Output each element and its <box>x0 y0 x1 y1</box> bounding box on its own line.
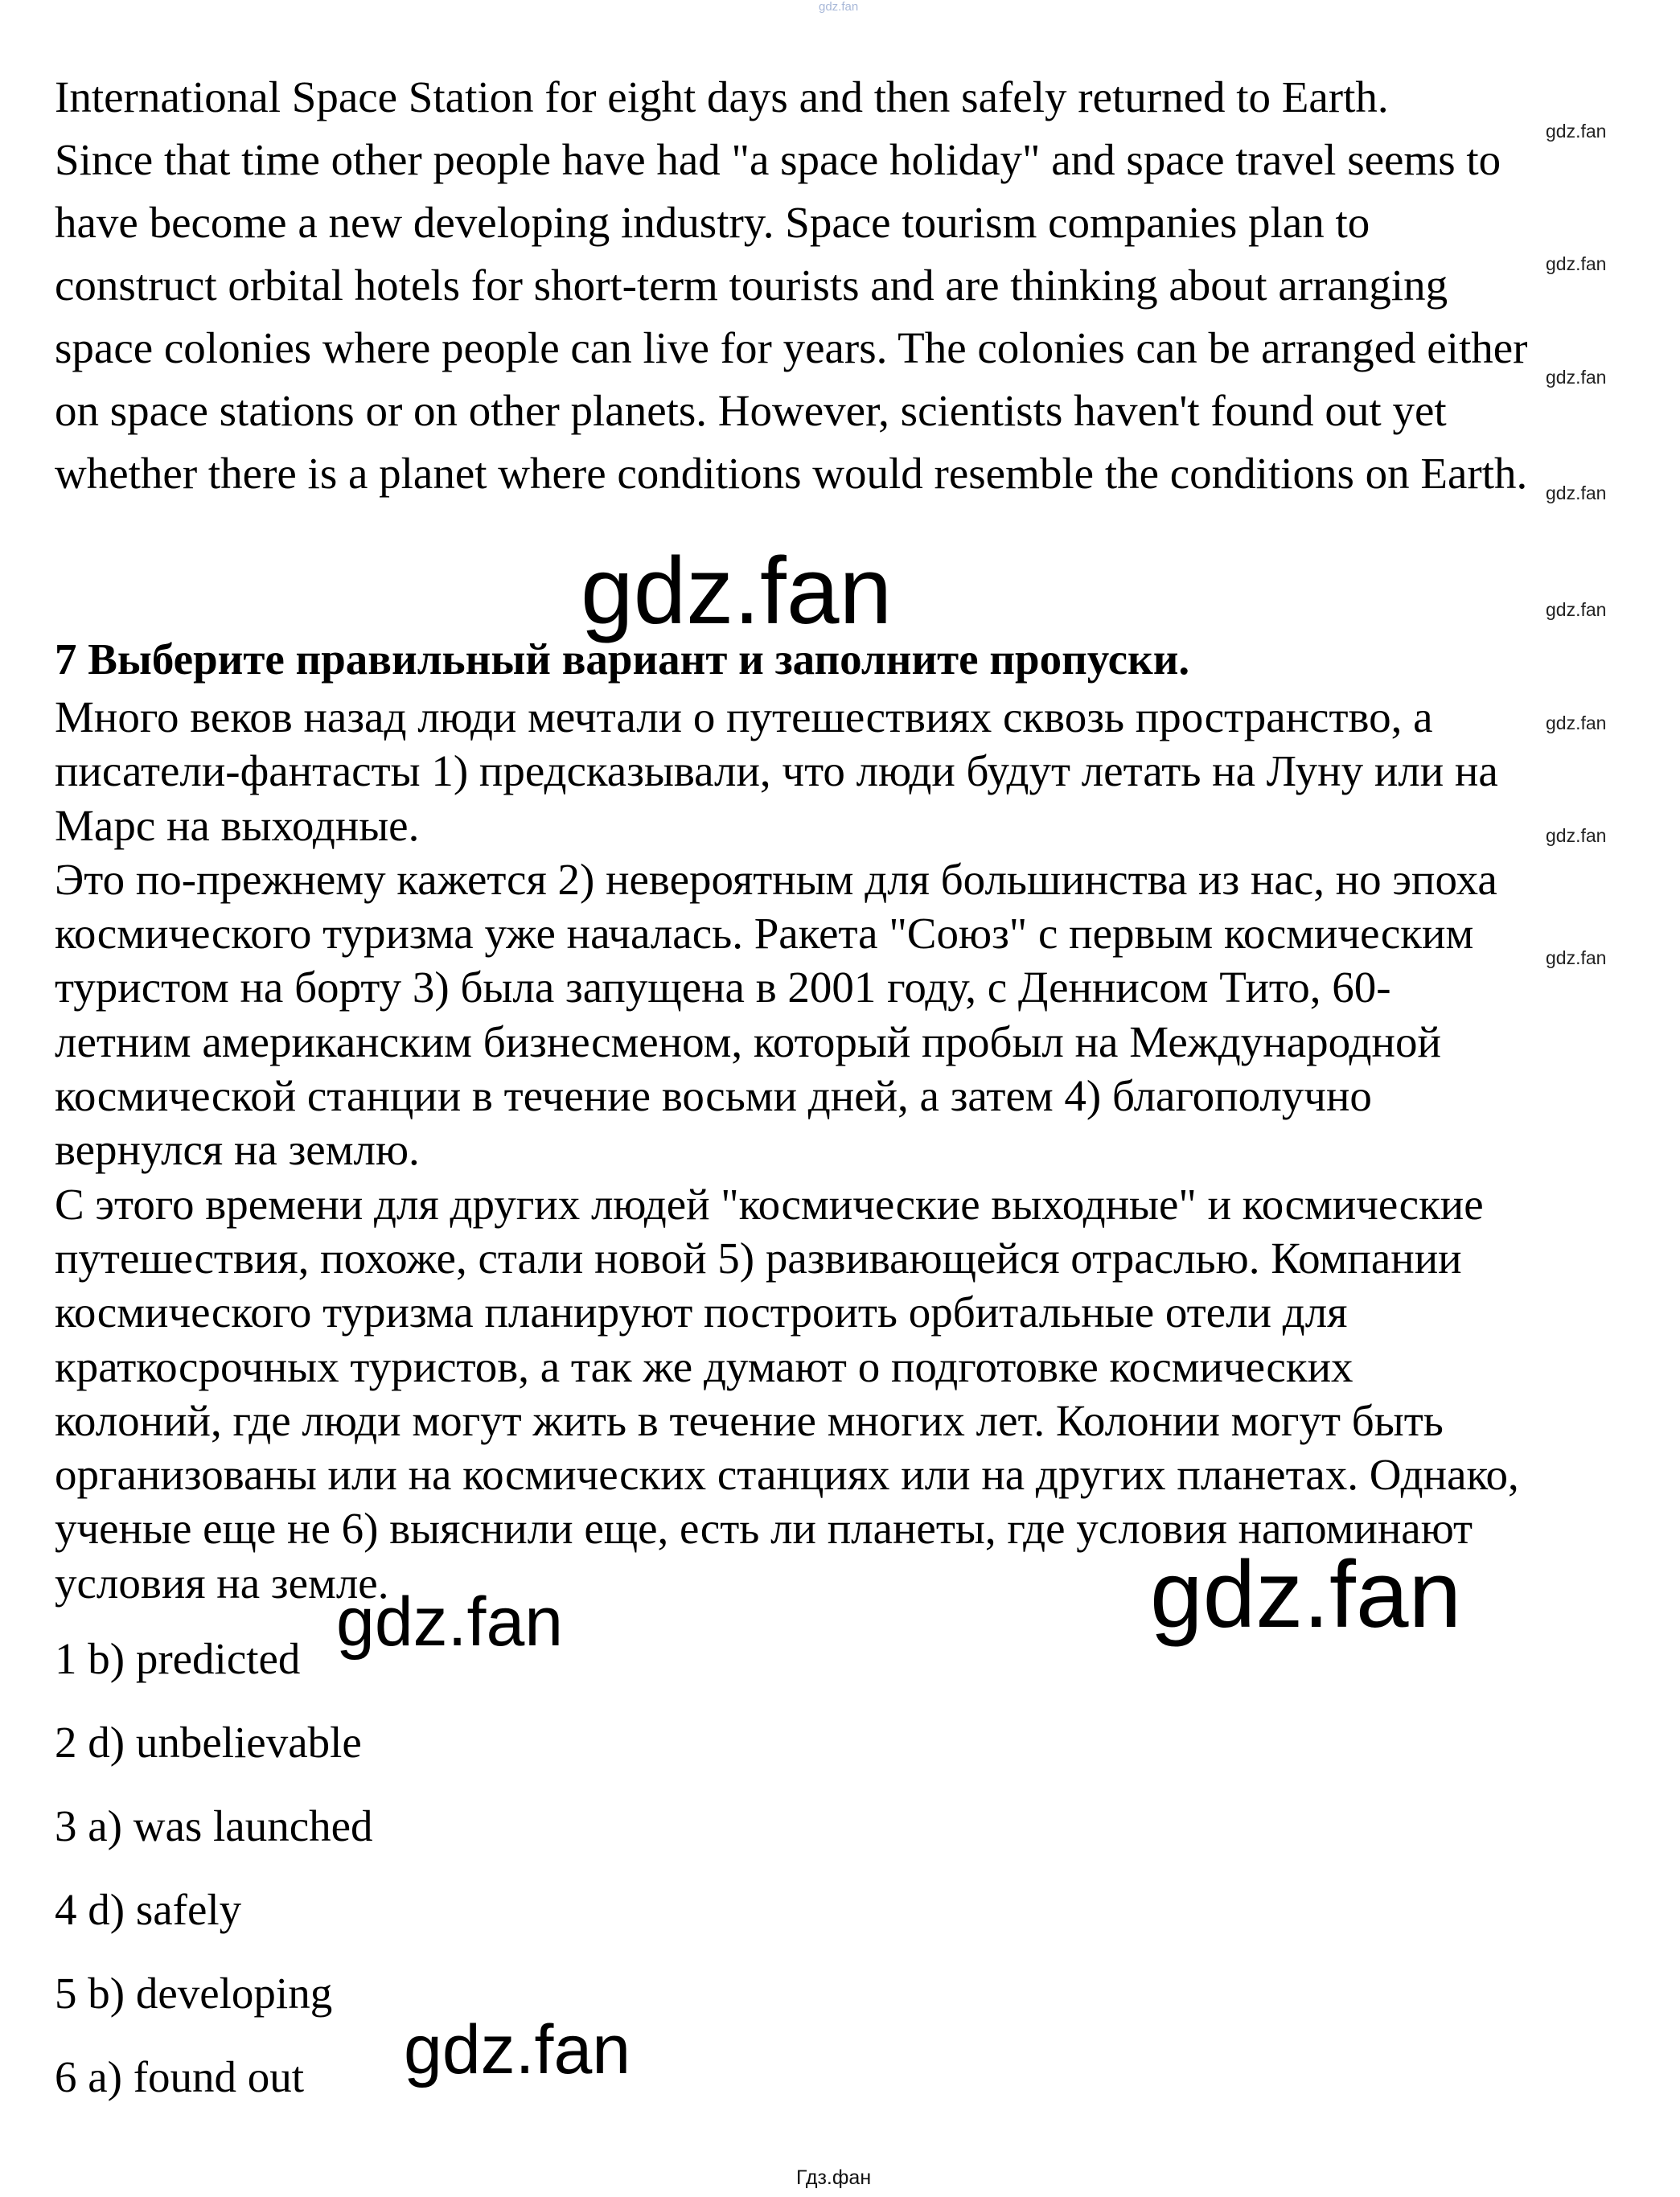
task-heading: 7 Выберите правильный вариант и заполните пропуски. <box>55 634 1190 684</box>
watermark-large: gdz.fan <box>581 538 893 644</box>
answer-item: 5 b) developing <box>55 1969 333 2018</box>
text-line: организованы или на космических станциях или на других планетах. Однако, <box>55 1450 1519 1500</box>
watermark-small: gdz.fan <box>1546 712 1607 733</box>
english-paragraph <box>55 66 1527 505</box>
text-line: Много веков назад люди мечтали о путешествиях сквозь пространство, а <box>55 692 1433 741</box>
text-line: Это по-прежнему кажется 2) невероятным для большинства из нас, но эпоха <box>55 854 1497 904</box>
text-line: условия на земле. <box>55 1558 389 1608</box>
text-line: летним американским бизнесменом, который пробыл на Международной <box>55 1016 1441 1066</box>
watermark-medium: gdz.fan <box>336 1583 564 1661</box>
answer-item: 3 a) was launched <box>55 1801 373 1850</box>
text-line: С этого времени для других людей "космические выходные" и космические <box>55 1179 1484 1229</box>
text-line: whether there is a planet where conditions would resemble the conditions on Earth. <box>55 449 1528 498</box>
text-line: вернулся на землю. <box>55 1125 420 1175</box>
text-line: космического туризма уже началась. Ракета "Союз" с первым космическим <box>55 909 1474 959</box>
watermark-small: gdz.fan <box>1546 599 1607 620</box>
text-line: on space stations or on other planets. However, scientists haven't found out yet <box>55 386 1447 435</box>
text-line: construct orbital hotels for short-term tourists and are thinking about arranging <box>55 261 1448 310</box>
text-line: have become a new developing industry. Space tourism companies plan to <box>55 198 1370 247</box>
watermark-small: gdz.fan <box>1546 121 1607 142</box>
text-line: краткосрочных туристов, а так же думают о подготовке космических <box>55 1341 1353 1391</box>
russian-paragraph <box>55 690 1519 1610</box>
text-line: International Space Station for eight days and then safely returned to Earth. <box>55 72 1389 121</box>
answer-item: 1 b) predicted <box>55 1634 301 1683</box>
top-watermark: gdz.fan <box>819 0 859 14</box>
answer-item: 4 d) safely <box>55 1885 242 1934</box>
text-line: колоний, где люди могут жить в течение многих лет. Колонии могут быть <box>55 1395 1444 1445</box>
text-line: space colonies where people can live for years. The colonies can be arranged either <box>55 323 1528 372</box>
text-line: туристом на борту 3) была запущена в 2001 году, с Деннисом Тито, 60- <box>55 963 1391 1012</box>
watermark-small: gdz.fan <box>1546 947 1607 968</box>
text-line: Марс на выходные. <box>55 800 420 850</box>
watermark-medium: gdz.fan <box>404 2011 631 2088</box>
text-line: путешествия, похоже, стали новой 5) развивающейся отраслью. Компании <box>55 1233 1462 1283</box>
text-line: ученые еще не 6) выяснили еще, есть ли планеты, где условия напоминают <box>55 1504 1473 1554</box>
watermark-small: gdz.fan <box>1546 253 1607 274</box>
text-line: Since that time other people have had "a space holiday" and space travel seems to <box>55 135 1501 184</box>
answers-list <box>55 1635 373 2137</box>
watermark-small: gdz.fan <box>1546 483 1607 503</box>
watermark-small: gdz.fan <box>1546 825 1607 846</box>
text-line: космической станции в течение восьми дней, а затем 4) благополучно <box>55 1071 1372 1121</box>
text-line: писатели-фантасты 1) предсказывали, что люди будут летать на Луну или на <box>55 746 1498 796</box>
watermark-small: gdz.fan <box>1546 367 1607 388</box>
page-footer: Гдз.фан <box>796 2166 872 2189</box>
answer-item: 6 a) found out <box>55 2052 305 2101</box>
answer-item: 2 d) unbelievable <box>55 1718 362 1767</box>
watermark-large: gdz.fan <box>1150 1542 1462 1648</box>
text-line: космического туризма планируют построить орбитальные отели для <box>55 1287 1348 1337</box>
